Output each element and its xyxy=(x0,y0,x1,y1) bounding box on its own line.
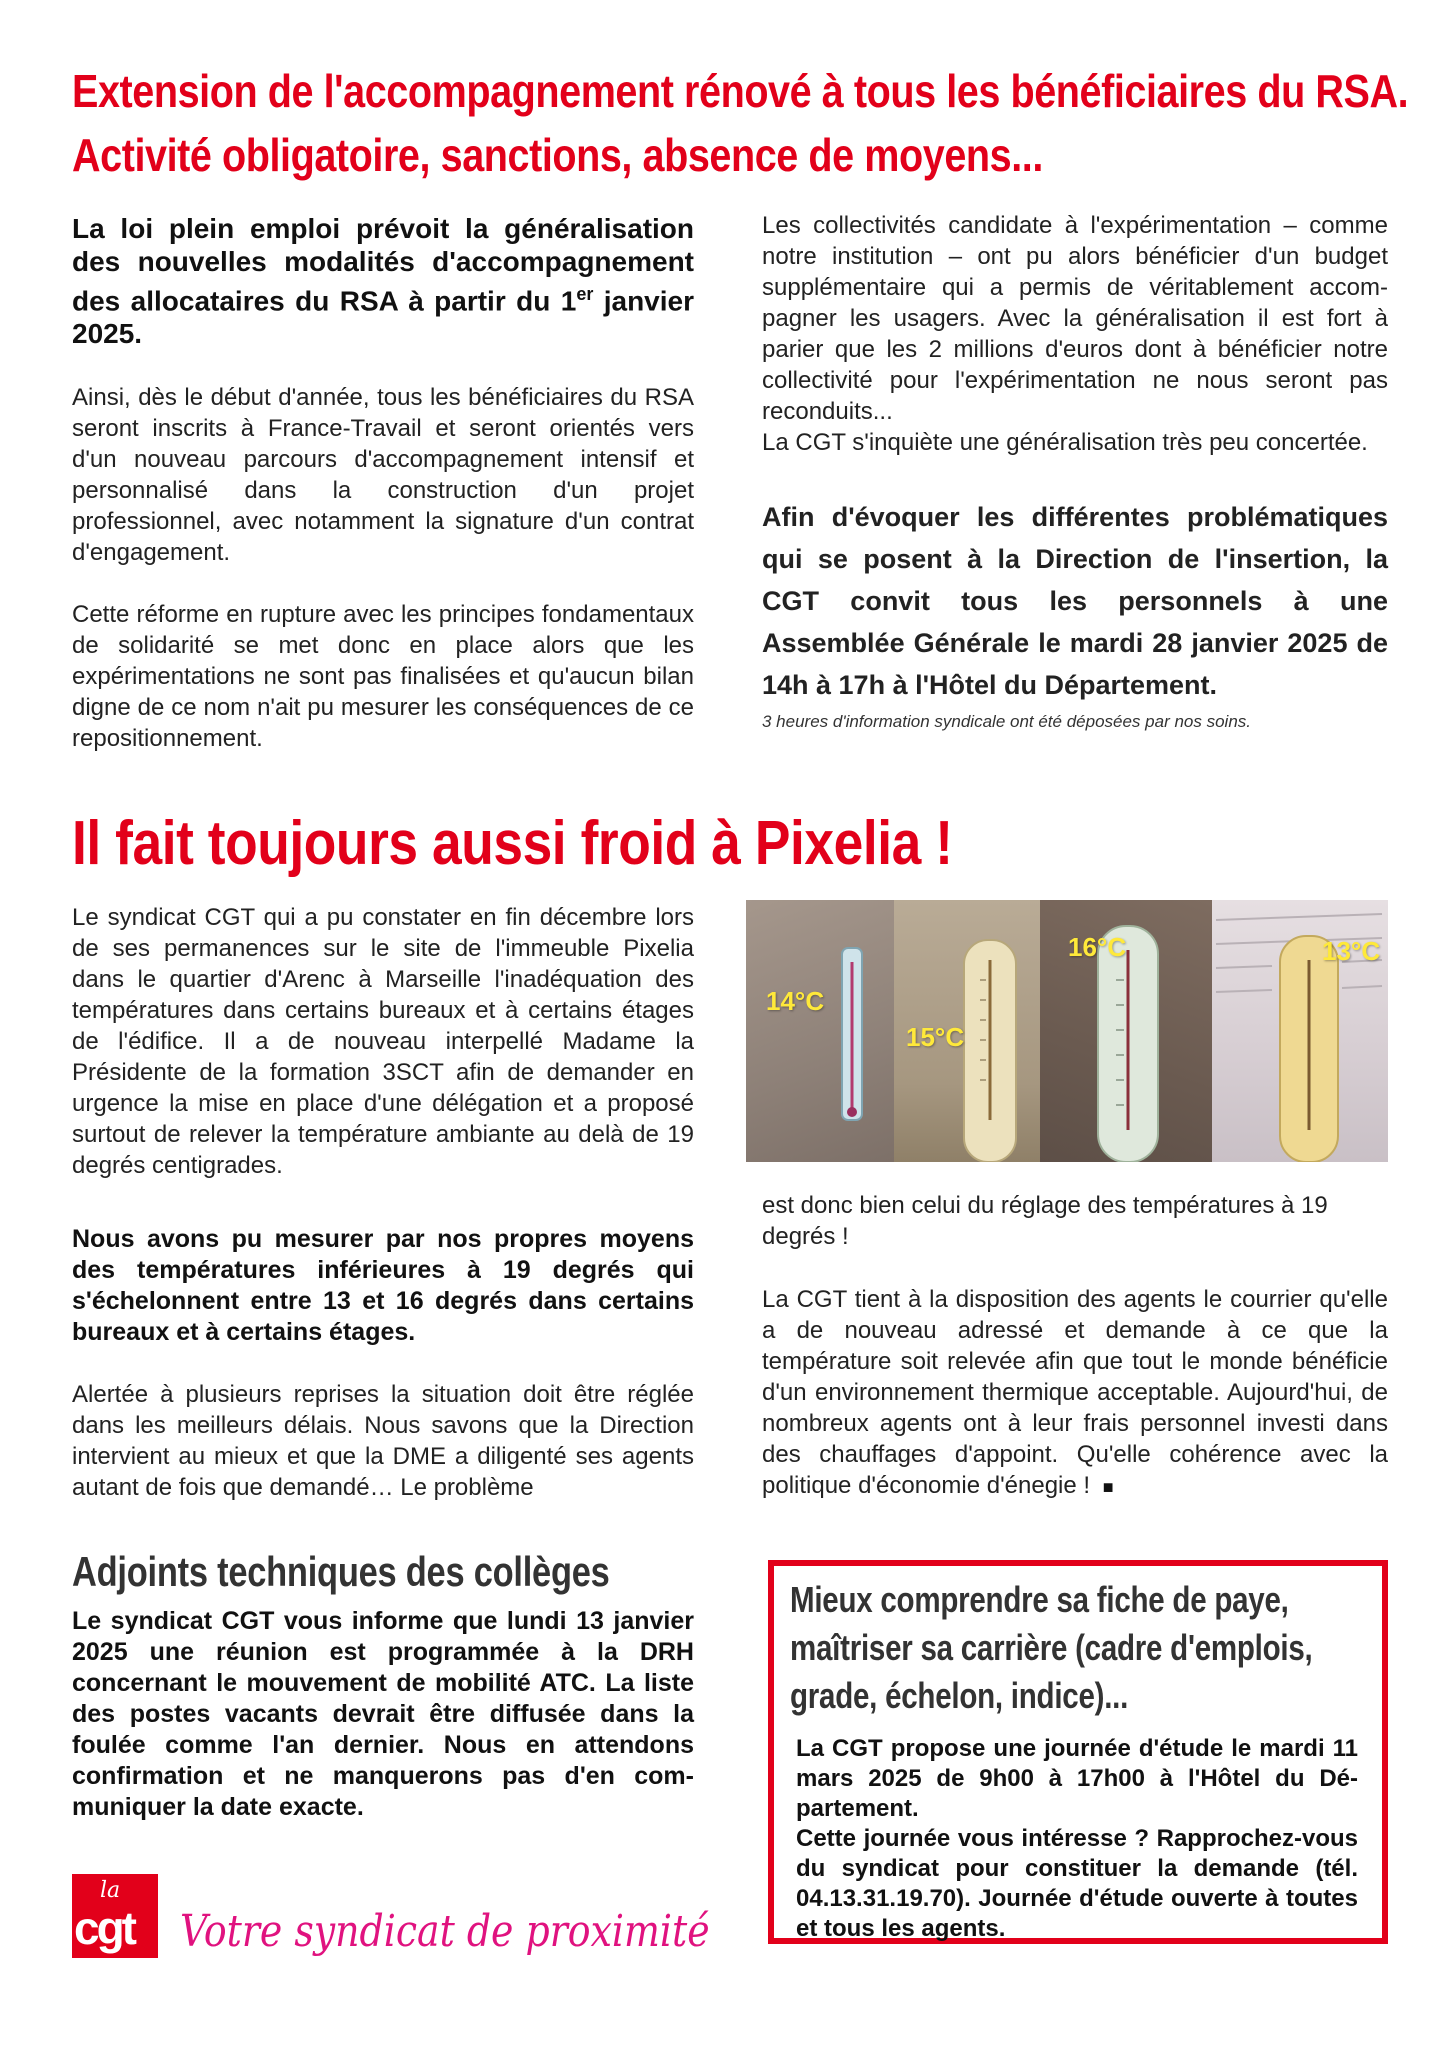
pixelia-paragraph-1: Le syndicat CGT qui a pu constater en fin décembre lors de ses permanences sur le site de l'immeuble Pixelia dans le quartier d'Arenc à Marseille l'inadéquation des températures dans certains bureaux et à certains étages de l'édifice. Il a de nouveau interpellé Madame la Présidente de la formation 3SCT afin de demander en urgence la mise en place d'une délégation et a proposé surtout de relever la température ambiante au delà de 19 degrés centigrades. xyxy=(72,904,694,1179)
cgt-logo xyxy=(72,1874,158,1958)
thermometer-photo-collage xyxy=(746,900,1388,1162)
payslip-box-title-line2: maîtriser sa carrière (cadre d'emplois, xyxy=(790,1627,1313,1668)
payslip-box-title-line1: Mieux comprendre sa fiche de paye, xyxy=(790,1579,1289,1620)
rsa-paragraph-1: Ainsi, dès le début d'année, tous les bénéficiaires du RSA seront inscrits à France-Travail et seront orientés vers d'un nouveau parcours d'accompagnement intensif et personnalisé dans la construction d'un projet professionnel, avec notamment la signature d'un contrat d'engagement. xyxy=(72,384,694,566)
thermometer-photo-2 xyxy=(894,900,1040,1162)
rsa-lead-text-end: janvier 2025. xyxy=(72,285,694,350)
temperature-label-2: 15°C xyxy=(906,1022,965,1052)
rsa-right-paragraph-2: La CGT s'inquiète une généralisation très peu concertée. xyxy=(762,429,1368,456)
payslip-box-paragraph-1: La CGT propose une journée d'étude le mardi 11 mars 2025 de 9h00 à 17h00 à l'Hôtel du Département. xyxy=(796,1735,1358,1822)
thermometer-photo-3 xyxy=(1040,900,1212,1162)
payslip-box-paragraph-2: Cette journée vous intéresse ? Rapprochez-vous du syndicat pour constituer la demande (tél. 04.13.31.19.70). Journée d'étude ouverte à toutes et tous les agents. xyxy=(796,1825,1358,1942)
pixelia-paragraph-2: Nous avons pu mesurer par nos propres moyens des températures inférieures à 19 degrés qui s'échelonnent entre 13 et 16 degrés dans certains bureaux et à certains étages. xyxy=(72,1225,694,1346)
temperature-label-4: 13°C xyxy=(1322,936,1381,966)
union-hours-note: 3 heures d'information syndicale ont été déposées par nos soins. xyxy=(762,712,1251,731)
rsa-right-paragraph-1: Les collectivités candidate à l'expérimentation – comme notre institution – ont pu alors bénéficier d'un budget supplémentaire qui a permis de véritablement accompagner les usagers. Avec la généralisation il est fort à parier que les 2 millions d'euros dont à bénéficier notre collectivité pour l'expérimentation ne nous seront pas reconduits... xyxy=(762,212,1388,425)
rsa-lead-superscript: er xyxy=(576,284,594,304)
rsa-paragraph-2: Cette réforme en rupture avec les principes fondamentaux de solidarité se met donc en place alors que les expérimentations ne sont pas finalisées et qu'aucun bilan digne de ce nom n'ait pu mesurer les conséquences de ce repositionnement. xyxy=(72,601,694,752)
pixelia-right-paragraph-2-text: La CGT tient à la disposition des agents le courrier qu'elle a de nouveau adressé et demande à ce que la température soit relevée afin que tout le monde bénéficie d'un environnement thermique acceptable. Aujourd'hui, de nombreux agents ont à leur frais personnel investi dans des chauffages d'appoint. Qu'elle cohérence avec la politique d'économie d'énegie ! xyxy=(762,1286,1388,1499)
pixelia-headline: Il fait toujours aussi froid à Pixelia ! xyxy=(72,809,953,878)
cgt-logo-big-text: cgt xyxy=(74,1902,134,1954)
atc-paragraph: Le syndicat CGT vous informe que lundi 13 janvier 2025 une réunion est programmée à la DRH concernant le mouvement de mobilité ATC. La liste des postes vacants devrait être diffusée dans la foulée comme l'an dernier. Nous en attendons confirmation et ne manquerons pas d'en communiquer la date exacte. xyxy=(72,1607,694,1821)
assembly-announcement: Afin d'évoquer les différentes problématiques qui se posent à la Direction de l'insertion, la CGT convit tous les personnels à une Assemblée Générale le mardi 28 janvier 2025 de 14h à 17h à l'Hôtel du Département. xyxy=(762,502,1388,700)
cgt-logo-small-text: la xyxy=(100,1878,121,1903)
main-headline-line1: Extension de l'accompagnement rénové à tous les bénéficiaires du RSA. xyxy=(72,65,1409,117)
rsa-lead-paragraph xyxy=(72,212,694,350)
atc-section-title: Adjoints techniques des collèges xyxy=(72,1548,610,1595)
pixelia-right-paragraph-1: est donc bien celui du réglage des températures à 19 degrés ! xyxy=(762,1192,1328,1250)
rsa-lead-text: La loi plein emploi prévoit la généralisation des nouvelles modalités d'accompagnement des allocataires du RSA à partir du 1 xyxy=(72,213,694,317)
union-slogan: Votre syndicat de proximité xyxy=(180,1906,710,1957)
main-headline-line2: Activité obligatoire, sanctions, absence de moyens... xyxy=(72,129,1043,181)
payslip-training-box xyxy=(768,1560,1388,1944)
temperature-label-1: 14°C xyxy=(766,986,825,1016)
pixelia-right-paragraph-2 xyxy=(762,1284,1388,1503)
thermometer-photo-4 xyxy=(1212,900,1388,1162)
thermometer-photo-1 xyxy=(746,900,894,1162)
payslip-box-title-line3: grade, échelon, indice)... xyxy=(790,1675,1129,1716)
pixelia-paragraph-3: Alertée à plusieurs reprises la situation doit être réglée dans les meilleurs délais. Nous savons que la Direction intervient au mieux et que la DME a diligenté ses agents autant de fois que demandé… Le problème xyxy=(72,1381,694,1501)
thermometer-icon xyxy=(746,900,894,1162)
end-of-article-mark: ■ xyxy=(1102,1477,1114,1497)
temperature-label-3: 16°C xyxy=(1068,932,1127,962)
